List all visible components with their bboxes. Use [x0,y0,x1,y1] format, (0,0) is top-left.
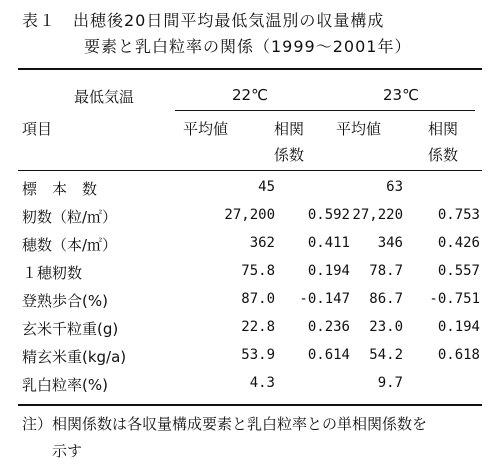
cell-b-mean: 23.0 [369,319,403,335]
cell-a-mean: 362 [249,235,275,251]
cell-b-mean: 86.7 [369,291,403,307]
mean-header-22: 平均値 [183,120,229,138]
footnote-line-1: 注）相関係数は各収量構成要素と乳白粒率との単相関係数を [22,415,428,433]
mean-header-23: 平均値 [336,120,382,138]
bottom-rule [18,404,482,406]
cell-a-mean: 75.8 [241,263,275,279]
cell-a-mean: 27,200 [224,207,275,223]
row-label: 標 本 数 [22,180,98,198]
row-label: 穂数（本/㎡） [22,236,118,254]
cell-b-mean: 346 [377,235,403,251]
item-header: 項目 [22,120,53,138]
cell-a-corr: 0.236 [307,319,350,335]
corr-header-23-line1: 相関 [428,120,459,138]
cell-b-mean: 27,220 [352,207,403,223]
cell-b-mean: 63 [386,179,403,195]
cell-b-mean: 54.2 [369,347,403,363]
top-rule [18,68,482,70]
header-rule [18,170,482,171]
corr-header-22-line2: 係数 [274,146,305,164]
cell-a-corr: -0.147 [299,291,350,307]
corr-header-22-line1: 相関 [274,120,305,138]
footnote-line-2: 示す [52,442,83,460]
table-title-line-2: 要素と乳白粒率の関係（1999〜2001年） [84,37,412,56]
row-label: 精玄米重(kg/a) [22,348,127,366]
cell-b-corr: 0.194 [437,319,480,335]
cell-b-corr: 0.618 [437,347,480,363]
row-label: 籾数（粒/㎡） [22,208,118,226]
temp-23-header: 23℃ [383,86,419,104]
temp-22-header: 22℃ [232,86,268,104]
cell-b-corr: 0.557 [437,263,480,279]
min-temp-header: 最低気温 [74,88,135,106]
cell-b-corr: 0.753 [437,207,480,223]
table-title-line-1: 表１ 出穂後20日間平均最低気温別の収量構成 [22,11,385,30]
cell-b-mean: 9.7 [377,375,403,391]
cell-a-mean: 53.9 [241,347,275,363]
row-label: １穂籾数 [22,264,83,282]
row-label: 乳白粒率(%) [22,376,108,394]
cell-a-corr: 0.411 [307,235,350,251]
cell-a-corr: 0.592 [307,207,350,223]
cell-b-corr: -0.751 [429,291,480,307]
cell-a-mean: 87.0 [241,291,275,307]
cell-a-mean: 45 [258,179,275,195]
row-label: 玄米千粒重(g) [22,320,119,338]
cell-b-mean: 78.7 [369,263,403,279]
corr-header-23-line2: 係数 [428,146,459,164]
cell-a-mean: 22.8 [241,319,275,335]
row-label: 登熟歩合(%) [22,292,108,310]
cell-a-corr: 0.614 [307,347,350,363]
cell-a-mean: 4.3 [249,375,275,391]
temp-header-underline [175,110,475,111]
cell-a-corr: 0.194 [307,263,350,279]
cell-b-corr: 0.426 [437,235,480,251]
